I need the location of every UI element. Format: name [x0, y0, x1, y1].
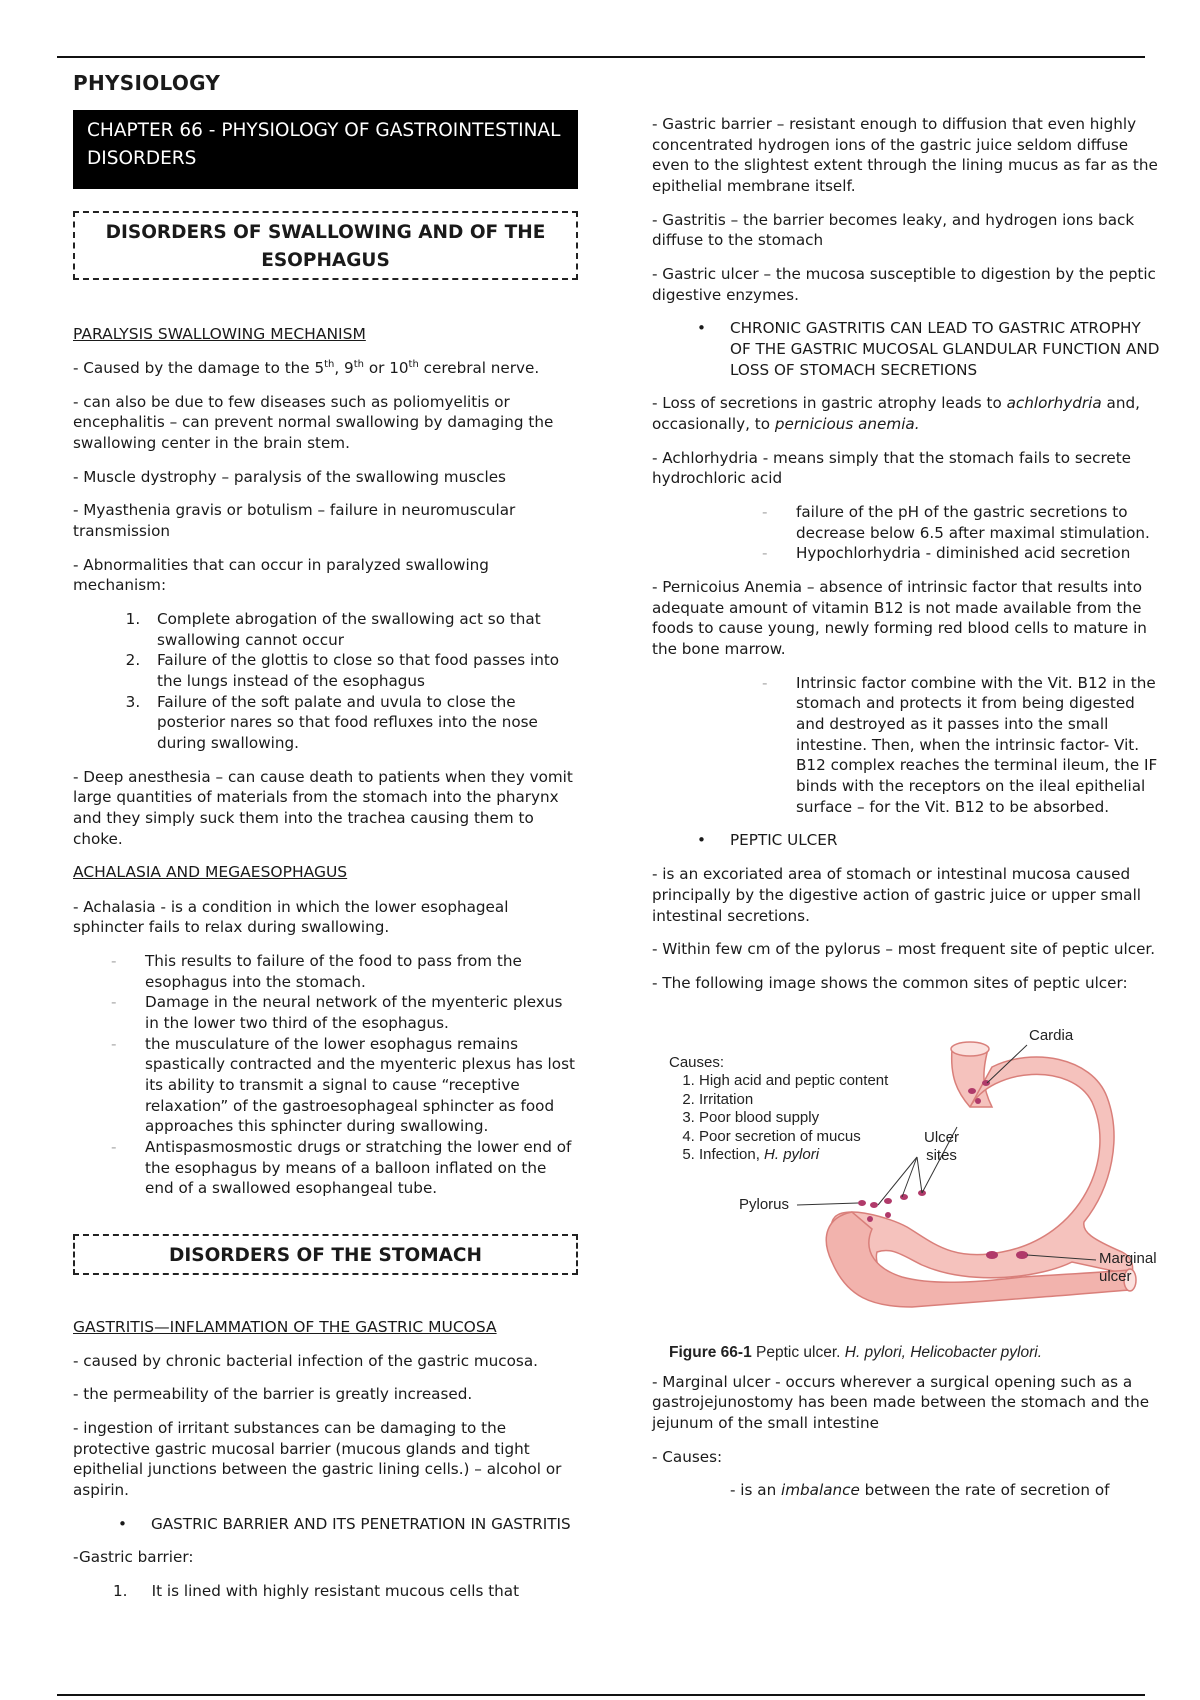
paralysis-p4: - Myasthenia gravis or botulism – failure in neuromuscular transmission — [73, 501, 516, 541]
paralysis-list — [73, 609, 578, 754]
right-p5: - Achlorhydria - means simply that the stomach fails to secrete hydrochloric acid — [652, 448, 1132, 488]
list-item: - the musculature of the lower esophagus remains spastically contracted and the myenteric plexus has lost its ability to transmit a signal to cause “receptive relaxation” of the gastroesophageal sphincter as food approaches this sphincter during swallowing. — [145, 1034, 578, 1137]
gastritis-p1: - caused by chronic bacterial infection of the gastric mucosa. — [73, 1351, 538, 1370]
bullet-peptic-ulcer: • PEPTIC ULCER — [652, 830, 1160, 851]
list-item: - Damage in the neural network of the myenteric plexus in the lower two third of the esophagus. — [145, 992, 578, 1033]
right-p10: - Marginal ulcer - occurs wherever a surgical opening such as a gastrojejunostomy has been made between the stomach and the jejunum of the small intestine — [652, 1372, 1150, 1432]
achalasia-p1: - Achalasia - is a condition in which the lower esophageal sphincter fails to relax during swallowing. — [73, 897, 509, 937]
gastritis-p3: - ingestion of irritant substances can be damaging to the protective gastric mucosal barrier (mucous glands and tight epithelial junctions between the gastric lining cells.) – alcohol or aspirin. — [73, 1419, 562, 1500]
right-p4: - Loss of secretions in gastric atrophy leads to achlorhydria and, occasionally, to pernicious anemia. — [652, 394, 1140, 434]
bottom-rule — [57, 1694, 1145, 1696]
chapter-title: CHAPTER 66 - PHYSIOLOGY OF GASTROINTESTINAL DISORDERS — [73, 110, 578, 189]
list-item: 3. Failure of the soft palate and uvula to close the posterior nares so that food refluxes into the nose during swallowing. — [145, 692, 578, 754]
label-cardia: Cardia — [1029, 1026, 1074, 1044]
right-p2: - Gastritis – the barrier becomes leaky, and hydrogen ions back diffuse to the stomach — [652, 210, 1135, 250]
list-item: - This results to failure of the food to pass from the esophagus into the stomach. — [145, 951, 578, 992]
page-header: PHYSIOLOGY — [73, 71, 221, 95]
section-heading-swallowing: DISORDERS OF SWALLOWING AND OF THE ESOPHAGUS — [73, 211, 578, 280]
subheading-paralysis: PARALYSIS SWALLOWING MECHANISM — [73, 324, 366, 343]
label-ulcer-sites: Ulcer sites — [924, 1128, 960, 1164]
gastritis-p2: - the permeability of the barrier is greatly increased. — [73, 1385, 473, 1404]
left-column — [73, 110, 578, 1615]
list-item: - failure of the pH of the gastric secretions to decrease below 6.5 after maximal stimulation. — [796, 502, 1160, 543]
gastritis-bullet: • GASTRIC BARRIER AND ITS PENETRATION IN GASTRITIS — [73, 1514, 578, 1535]
paralysis-p1: - Caused by the damage to the 5th, 9th or 10th cerebral nerve. — [73, 358, 540, 377]
list-item: - Intrinsic factor combine with the Vit. B12 in the stomach and protects it from being digested and destroyed as it passes into the small intestine. Then, when the intrinsic factor- Vit. B12 complex reaches the terminal ileum, the IF binds with the receptors on the ileal epithelial surface – for the Vit. B12 to be absorbed. — [796, 673, 1160, 818]
right-column — [652, 114, 1160, 1514]
achalasia-list — [73, 951, 578, 1199]
right-p7: - is an excoriated area of stomach or intestinal mucosa caused principally by the digestive action of gastric juice or upper small intestinal secretions. — [652, 865, 1142, 925]
list-item: - Hypochlorhydria - diminished acid secretion — [796, 543, 1160, 564]
bullet-chronic-gastritis: • CHRONIC GASTRITIS CAN LEAD TO GASTRIC ATROPHY OF THE GASTRIC MUCOSAL GLANDULAR FUNCTION AND LOSS OF STOMACH SECRETIONS — [652, 318, 1160, 380]
right-p3: - Gastric ulcer – the mucosa susceptible to digestion by the peptic digestive enzymes. — [652, 265, 1156, 304]
paralysis-p5: - Abnormalities that can occur in paralyzed swallowing mechanism: — [73, 555, 489, 595]
paralysis-p2: - can also be due to few diseases such as poliomyelitis or encephalitis – can prevent normal swallowing by damaging the swallowing center in the brain stem. — [73, 392, 554, 452]
gastritis-p4: -Gastric barrier: — [73, 1548, 194, 1567]
right-p12: - is an imbalance between the rate of secretion of — [730, 1481, 1110, 1500]
right-p8: - Within few cm of the pylorus – most frequent site of peptic ulcer. — [652, 940, 1156, 959]
subheading-achalasia: ACHALASIA AND MEGAESOPHAGUS — [73, 863, 348, 882]
list-item: 2. Failure of the glottis to close so that food passes into the lungs instead of the esophagus — [145, 650, 578, 691]
top-rule — [57, 56, 1145, 58]
paralysis-p3: - Muscle dystrophy – paralysis of the swallowing muscles — [73, 467, 506, 486]
right-p1: - Gastric barrier – resistant enough to diffusion that even highly concentrated hydrogen ions of the gastric juice seldom diffuse even to the slightest extent through the lining mucus as far as the epithelial membrane itself. — [652, 115, 1158, 196]
figure-causes: Causes: 1. High acid and peptic content 2. Irritation 3. Poor blood supply 4. Poor secretion of mucus 5. Infection, H. pylori — [669, 1054, 888, 1166]
list-item: - Antispasmosmostic drugs or stratching the lower end of the esophagus by means of a balloon inflated on the end of a swallowed esophangeal tube. — [145, 1137, 578, 1199]
gastritis-p5: 1. It is lined with highly resistant mucous cells that — [113, 1582, 520, 1601]
list-item: 1. Complete abrogation of the swallowing act so that swallowing cannot occur — [145, 609, 578, 650]
section-heading-stomach: DISORDERS OF THE STOMACH — [73, 1234, 578, 1275]
right-p9: - The following image shows the common sites of peptic ulcer: — [652, 973, 1128, 992]
right-p11: - Causes: — [652, 1447, 723, 1466]
right-p6: - Pernicoius Anemia – absence of intrinsic factor that results into adequate amount of vitamin B12 is not made available from the foods to cause young, newly forming red blood cells to mature in the bone marrow. — [652, 578, 1147, 659]
label-marginal-ulcer: Marginal ulcer — [1099, 1249, 1157, 1285]
label-pylorus: Pylorus — [739, 1195, 790, 1213]
paralysis-p6: - Deep anesthesia – can cause death to patients when they vomit large quantities of materials from the stomach into the pharynx and they simply suck them into the trachea causing them to choke. — [73, 767, 573, 848]
peptic-ulcer-figure — [652, 1007, 1160, 1362]
intrinsic-factor-list — [652, 673, 1160, 818]
figure-caption: Figure 66-1 Peptic ulcer. H. pylori, Helicobacter pylori. — [669, 1343, 1043, 1361]
achlorhydria-list — [652, 502, 1160, 564]
subheading-gastritis: GASTRITIS—INFLAMMATION OF THE GASTRIC MUCOSA — [73, 1317, 497, 1336]
